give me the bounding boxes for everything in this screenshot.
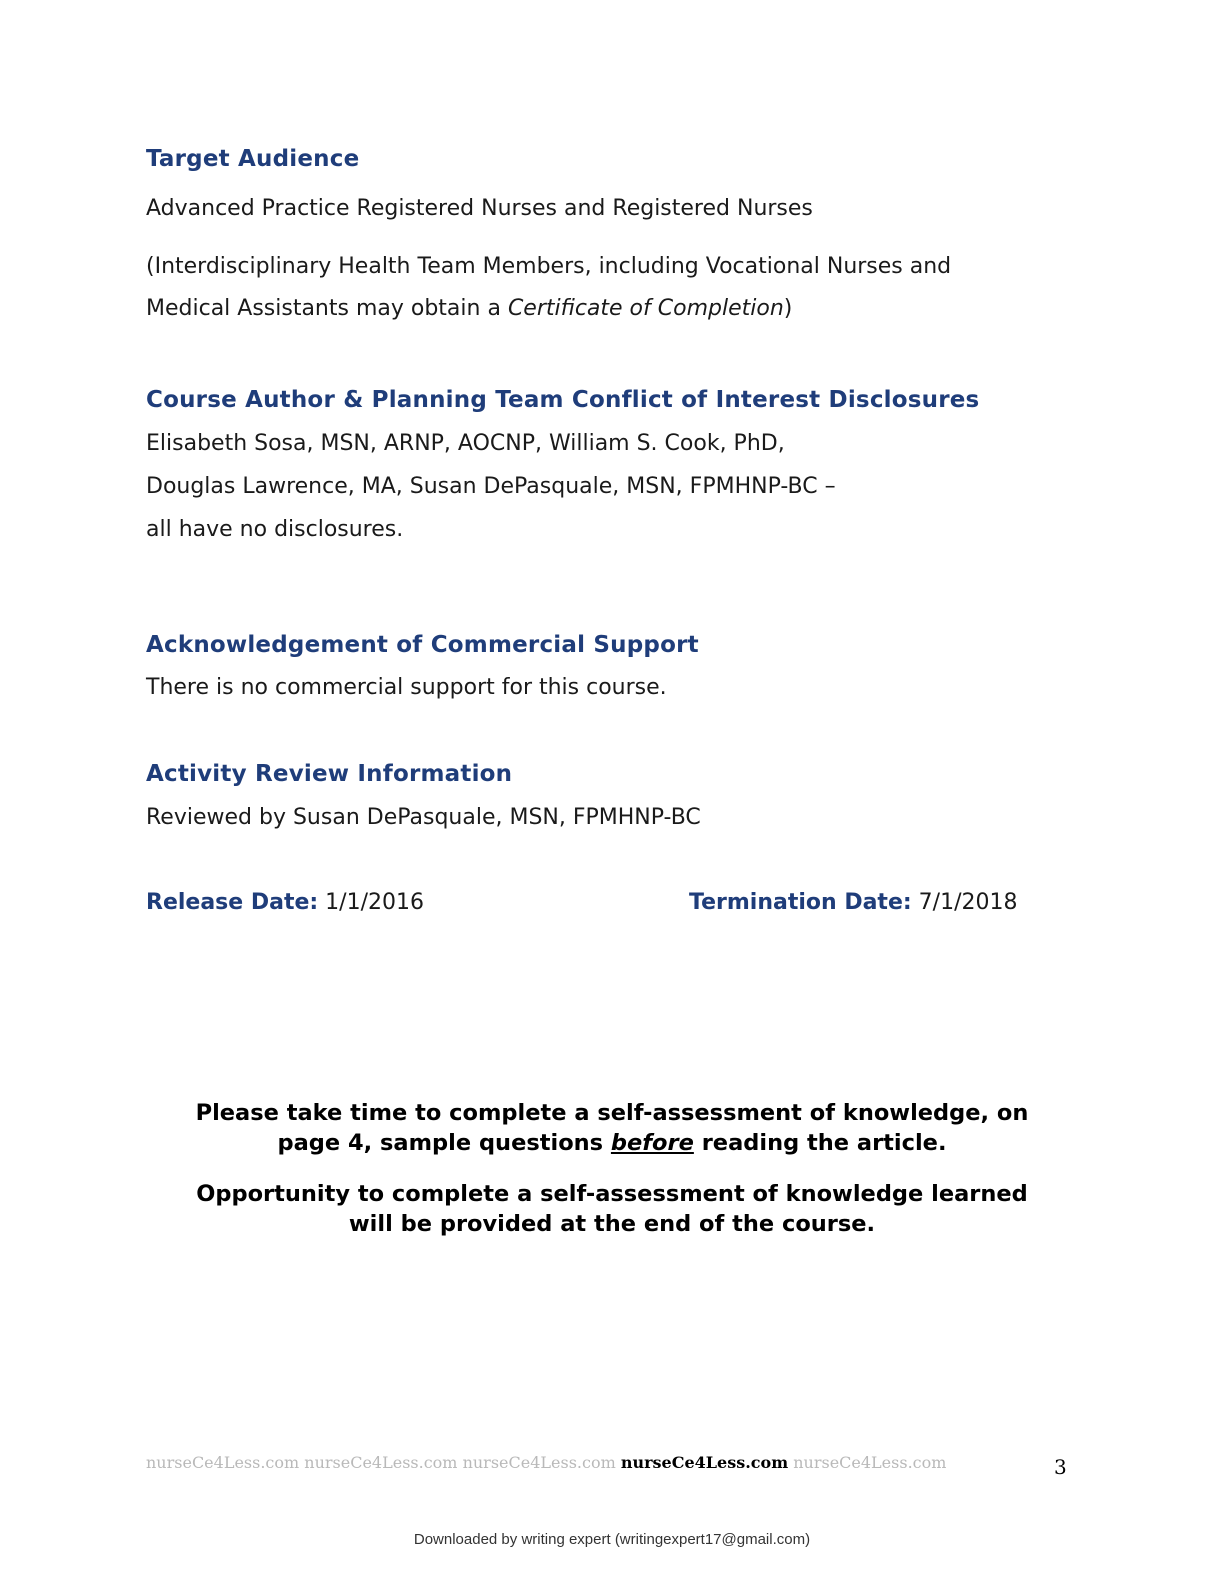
termination-date-value: 7/1/2018 <box>911 890 1018 915</box>
footer-marks-after: nurseCe4Less.com <box>788 1453 947 1472</box>
activity-review-text: Reviewed by Susan DePasquale, MSN, FPMHNP-BC <box>146 805 701 830</box>
disclosures-line-3: all have no disclosures. <box>146 517 404 542</box>
self-assessment-notice-1-prefix: page 4, sample questions <box>277 1130 611 1156</box>
self-assessment-notice-1 <box>140 1098 1084 1158</box>
commercial-support-text: There is no commercial support for this course. <box>146 675 667 700</box>
footer-marks-before: nurseCe4Less.com nurseCe4Less.com nurseCe4Less.com <box>146 1453 621 1472</box>
disclosures-line-2: Douglas Lawrence, MA, Susan DePasquale, MSN, FPMHNP-BC – <box>146 474 836 499</box>
page-number: 3 <box>1054 1455 1067 1479</box>
termination-date-label: Termination Date: <box>689 890 912 915</box>
self-assessment-notice-1-suffix: reading the article. <box>693 1130 947 1156</box>
activity-review-heading: Activity Review Information <box>146 761 513 787</box>
self-assessment-notice-1-line-2 <box>140 1128 1084 1158</box>
self-assessment-notice-2 <box>140 1179 1084 1239</box>
download-note: Downloaded by writing expert (writingexpert17@gmail.com) <box>413 1531 811 1548</box>
termination-date <box>689 890 1017 915</box>
target-audience-line-3-prefix: Medical Assistants may obtain a <box>146 296 508 321</box>
before-emphasis: before <box>610 1130 694 1156</box>
commercial-support-heading: Acknowledgement of Commercial Support <box>146 632 699 658</box>
disclosures-line-1: Elisabeth Sosa, MSN, ARNP, AOCNP, William S. Cook, PhD, <box>146 431 785 456</box>
disclosures-heading: Course Author & Planning Team Conflict of Interest Disclosures <box>146 387 980 413</box>
target-audience-line-3-suffix: ) <box>783 296 793 321</box>
target-audience-line-2: (Interdisciplinary Health Team Members, including Vocational Nurses and <box>146 254 952 279</box>
target-audience-line-3 <box>146 296 792 321</box>
release-date <box>146 890 424 915</box>
target-audience-line-1: Advanced Practice Registered Nurses and Registered Nurses <box>146 196 813 221</box>
self-assessment-notice-1-line-1: Please take time to complete a self-assessment of knowledge, on <box>195 1100 1029 1126</box>
footer-mark-strong: nurseCe4Less.com <box>620 1453 789 1472</box>
certificate-of-completion-text: Certificate of Completion <box>507 296 784 321</box>
release-date-label: Release Date: <box>146 890 319 915</box>
self-assessment-notice-2-line-1: Opportunity to complete a self-assessment of knowledge learned <box>196 1181 1028 1207</box>
target-audience-heading: Target Audience <box>146 146 360 172</box>
footer-watermark-line <box>146 1453 946 1472</box>
release-date-value: 1/1/2016 <box>318 890 424 915</box>
self-assessment-notice-2-line-2: will be provided at the end of the course. <box>348 1211 876 1237</box>
